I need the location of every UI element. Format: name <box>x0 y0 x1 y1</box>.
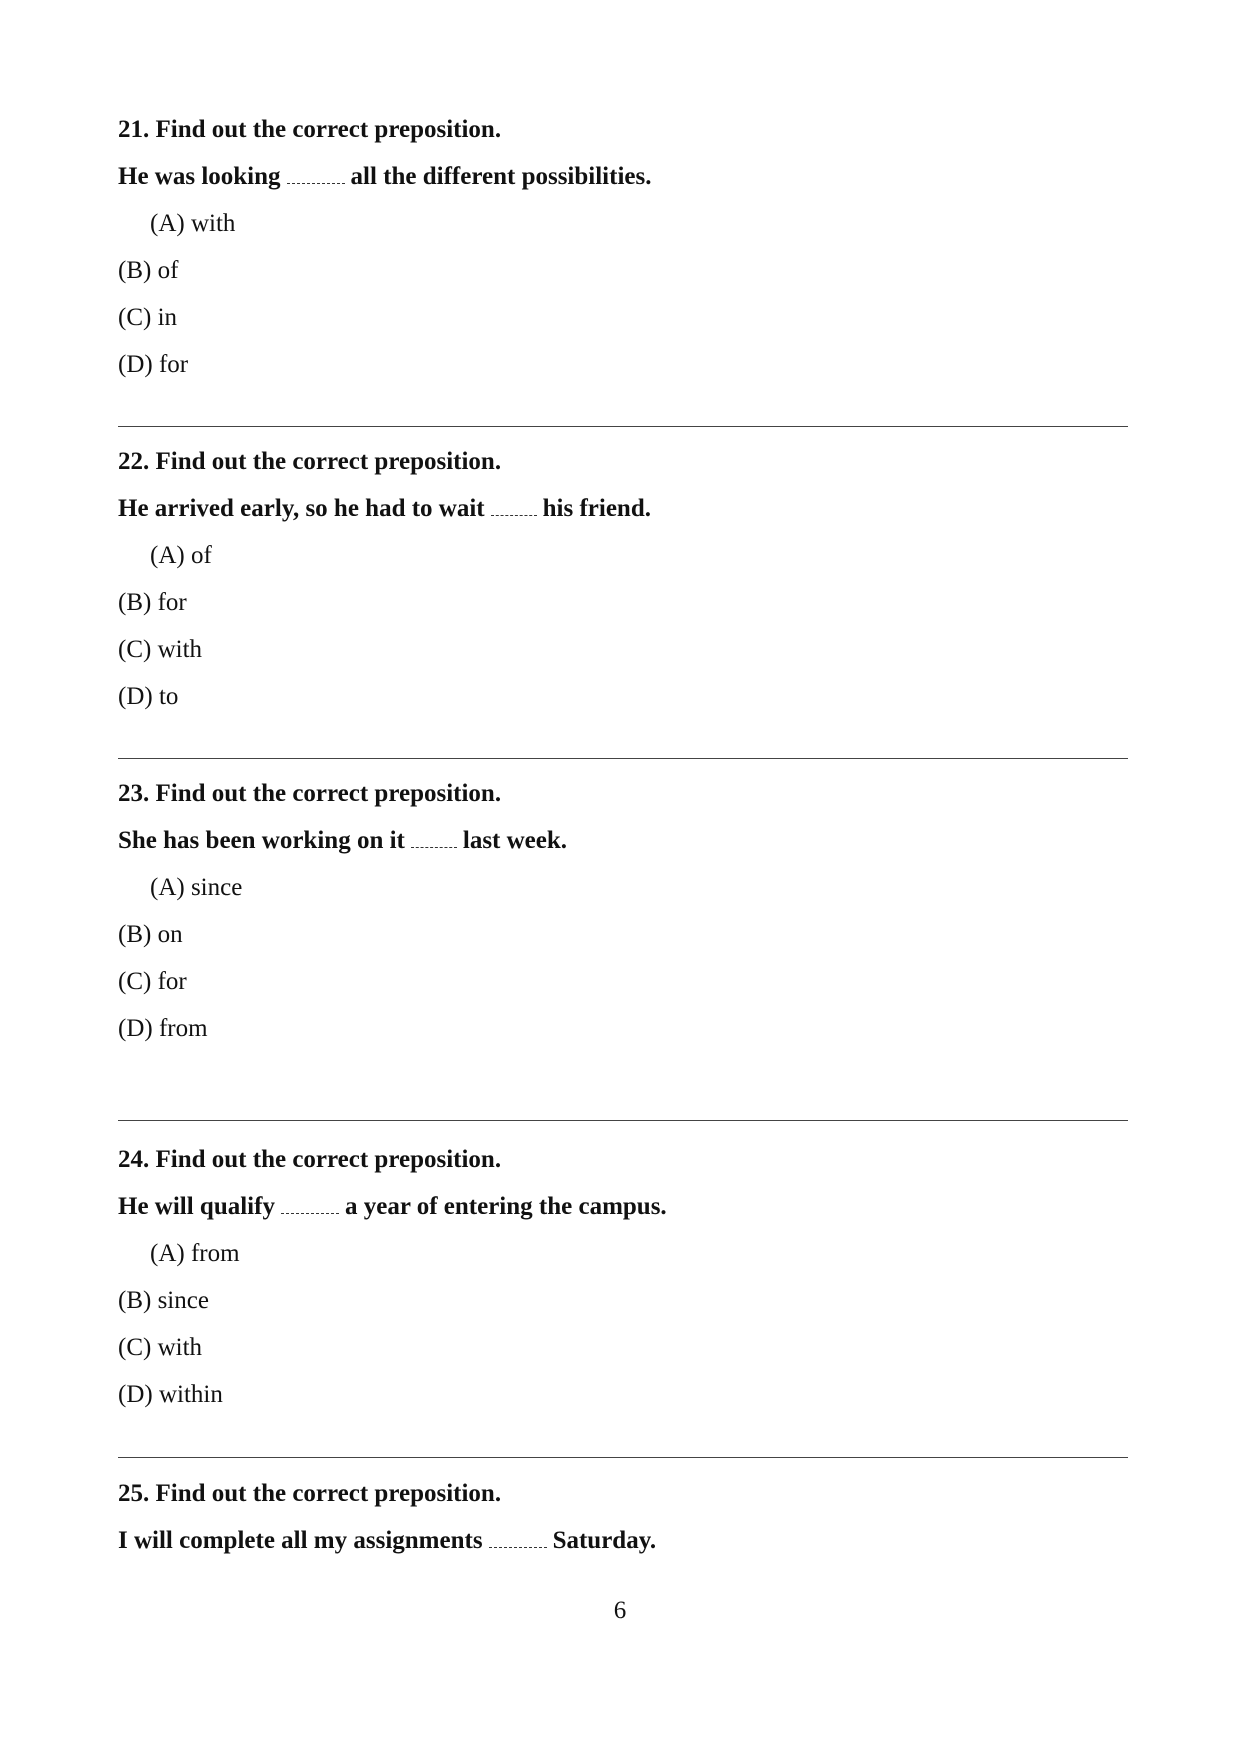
answer-blank <box>287 183 345 184</box>
option-b: (B) on <box>118 921 183 948</box>
question-title: 22. Find out the correct preposition. <box>118 448 502 475</box>
divider <box>118 1120 1128 1121</box>
options-list <box>118 209 1128 380</box>
option-d: (D) to <box>118 683 179 710</box>
option-a: (A) from <box>150 1240 240 1267</box>
sentence-end: all the different possibilities. <box>350 163 652 190</box>
question-25 <box>118 1479 1128 1556</box>
option-c: (C) for <box>118 968 187 995</box>
question-24 <box>118 1145 1128 1427</box>
question-sentence <box>118 1526 1128 1556</box>
question-23 <box>118 779 1128 1061</box>
question-sentence <box>118 826 1128 856</box>
question-title: 23. Find out the correct preposition. <box>118 780 502 807</box>
sentence-end: last week. <box>462 827 568 854</box>
sentence-start: I will complete all my assignments <box>118 1527 483 1554</box>
answer-blank <box>491 515 537 516</box>
sentence-end: a year of entering the campus. <box>344 1193 667 1220</box>
options-list <box>118 873 1128 1044</box>
question-21 <box>118 115 1128 397</box>
sentence-end: his friend. <box>542 495 651 522</box>
option-a: (A) since <box>150 874 243 901</box>
question-sentence <box>118 1192 1128 1222</box>
sentence-start: She has been working on it <box>118 827 405 854</box>
divider <box>118 758 1128 759</box>
question-sentence <box>118 162 1128 192</box>
option-c: (C) with <box>118 636 203 663</box>
page-number: 6 <box>613 1597 627 1624</box>
answer-blank <box>411 847 457 848</box>
option-d: (D) from <box>118 1015 208 1042</box>
sentence-start: He was looking <box>118 163 281 190</box>
question-title: 24. Find out the correct preposition. <box>118 1146 502 1173</box>
option-a: (A) with <box>150 210 236 237</box>
divider <box>118 426 1128 427</box>
option-c: (C) in <box>118 304 178 331</box>
answer-blank <box>281 1213 339 1214</box>
sentence-end: Saturday. <box>552 1527 657 1554</box>
answer-blank <box>489 1547 547 1548</box>
option-d: (D) for <box>118 351 189 378</box>
sentence-start: He will qualify <box>118 1193 275 1220</box>
option-b: (B) for <box>118 589 187 616</box>
options-list <box>118 1239 1128 1410</box>
question-22 <box>118 447 1128 729</box>
question-title: 21. Find out the correct preposition. <box>118 116 502 143</box>
option-d: (D) within <box>118 1381 223 1408</box>
sentence-start: He arrived early, so he had to wait <box>118 495 485 522</box>
option-c: (C) with <box>118 1334 203 1361</box>
option-b: (B) of <box>118 257 179 284</box>
option-b: (B) since <box>118 1287 209 1314</box>
question-title: 25. Find out the correct preposition. <box>118 1480 502 1507</box>
options-list <box>118 541 1128 712</box>
divider <box>118 1457 1128 1458</box>
question-sentence <box>118 494 1128 524</box>
option-a: (A) of <box>150 542 212 569</box>
